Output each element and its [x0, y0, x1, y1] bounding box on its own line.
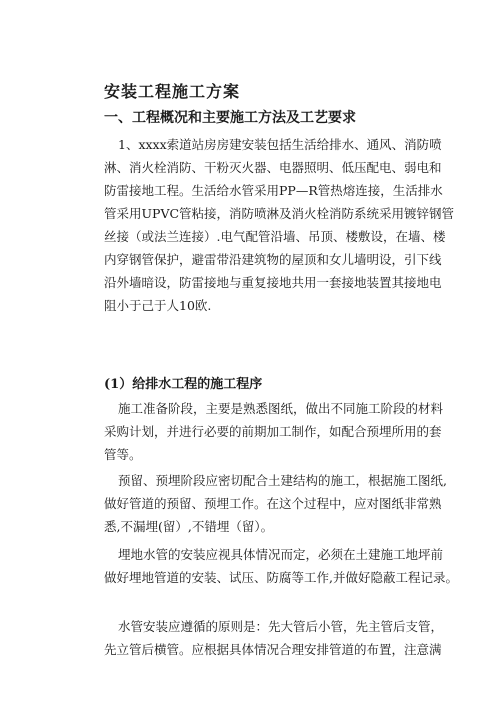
paragraph-line: 1、xxxx索道站房房建安装包括生活给排水、通风、消防喷 — [118, 137, 442, 152]
paragraph-line: 管等。 — [104, 447, 142, 462]
paragraph-line: 沿外墙暗设，防雷接地与重复接地共用一套接地装置其接地电 — [104, 275, 442, 290]
paragraph-line: 悉,不漏埋(留）,不错埋（留）。 — [104, 519, 274, 534]
paragraph-line: 先立管后横管。应根据具体情况合理安排管道的布置，注意满 — [104, 642, 442, 657]
paragraph-project-overview — [104, 133, 455, 317]
paragraph-line: 做好管道的预留、预埋工作。在这个过程中，应对图纸非常熟 — [104, 496, 442, 511]
paragraph-line: 防雷接地工程。生活给水管采用PP—R管热熔连接，生活排水 — [104, 183, 443, 198]
paragraph-line: 内穿钢管保护，避雷带沿建筑物的屋顶和女儿墙明设，引下线 — [104, 252, 442, 267]
paragraph-preparation — [104, 397, 444, 466]
section-heading: 一、工程概况和主要施工方法及工艺要求 — [104, 110, 356, 126]
paragraph-line: 采购计划，并进行必要的前期加工制作，如配合预埋所用的套 — [104, 424, 442, 439]
document-title: 安装工程施工方案 — [104, 82, 241, 101]
paragraph-line: 淋、消火栓消防、干粉灭火器、电器照明、低压配电、弱电和 — [104, 160, 442, 175]
paragraph-line: 阻小于己于人10欧. — [104, 298, 212, 313]
paragraph-line: 预留、预埋阶段应密切配合土建结构的施工，根据施工图纸, — [118, 473, 447, 488]
paragraph-line: 水管安装应遵循的原则是：先大管后小管，先主管后支管， — [118, 619, 444, 634]
paragraph-line: 管采用UPVC管粘接，消防喷淋及消火栓消防系统采用镀锌钢管 — [104, 206, 455, 221]
paragraph-line: 埋地水管的安装应视具体情况而定，必须在土建施工地坪前 — [118, 547, 444, 562]
subsection-heading: (1）给排水工程的施工程序 — [104, 377, 263, 392]
paragraph-pre-embedding — [104, 469, 447, 538]
paragraph-line: 丝接（或法兰连接）.电气配管沿墙、吊顶、楼敷设，在墙、楼 — [104, 229, 446, 244]
paragraph-line: 施工准备阶段，主要是熟悉图纸，做出不同施工阶段的材料 — [118, 401, 444, 416]
paragraph-line: 做好埋地管道的安装、试压、防腐等工作,并做好隐蔽工程记录。 — [104, 570, 458, 585]
paragraph-installation-principles — [104, 615, 444, 661]
paragraph-buried-pipe — [104, 543, 458, 589]
